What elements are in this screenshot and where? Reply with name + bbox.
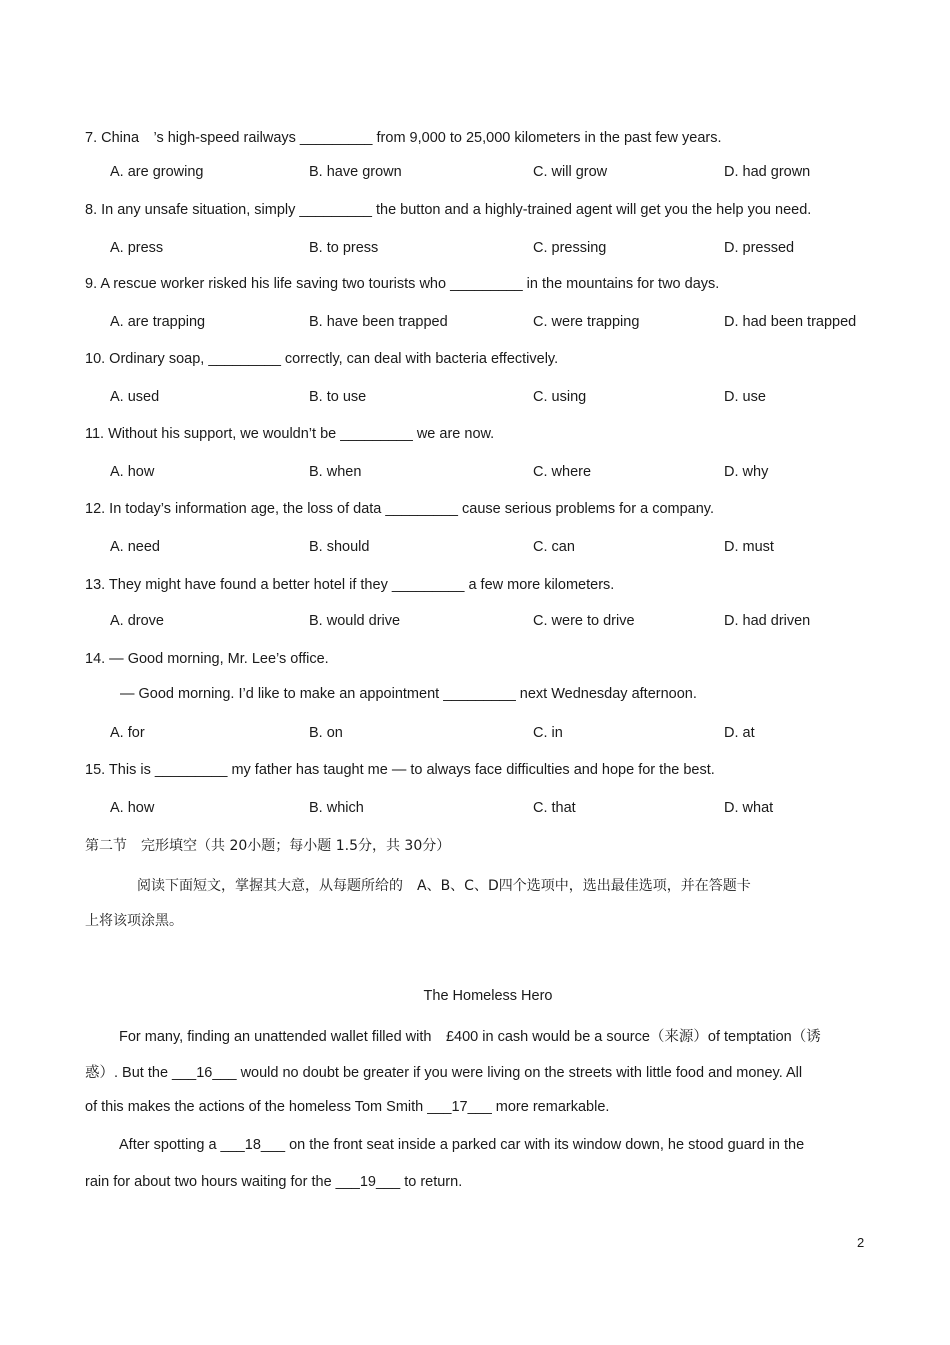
question-9-stem: 9. A rescue worker risked his life saving two tourists who _________ in the mountains for two days.: [85, 276, 720, 292]
page-number: 2: [857, 1235, 865, 1250]
question-7-option-d: D. had grown: [724, 164, 811, 180]
section-heading: 第二节 完形填空（共 20小题；每小题 1.5分，共 30分）: [85, 838, 451, 854]
question-10-option-d: D. use: [724, 389, 766, 405]
question-13-option-d: D. had driven: [724, 613, 811, 629]
question-9-option-b: B. have been trapped: [309, 314, 448, 330]
question-7-option-b: B. have grown: [309, 164, 402, 180]
question-12-option-d: D. must: [724, 539, 774, 555]
passage-line-5: rain for about two hours waiting for the ___19___ to return.: [85, 1174, 463, 1190]
question-11-option-d: D. why: [724, 464, 769, 480]
question-13-option-a: A. drove: [110, 613, 164, 629]
question-10-option-c: C. using: [533, 389, 587, 405]
section-instruction-line2: 上将该项涂黑。: [85, 913, 183, 929]
question-8-option-c: C. pressing: [533, 240, 607, 256]
question-10-option-b: B. to use: [309, 389, 367, 405]
passage-line-1: For many, finding an unattended wallet filled with £400 in cash would be a source（来源）of temptation（诱: [119, 1029, 821, 1045]
question-8-option-b: B. to press: [309, 240, 379, 256]
question-11-stem: 11. Without his support, we wouldn’t be _________ we are now.: [85, 426, 495, 442]
section-instruction-line1: 阅读下面短文，掌握其大意，从每题所给的 A、B、C、D四个选项中，选出最佳选项，并在答题卡: [137, 878, 751, 894]
question-12-stem: 12. In today’s information age, the loss of data _________ cause serious problems for a company.: [85, 501, 714, 517]
question-14-option-c: C. in: [533, 725, 563, 741]
question-14-option-a: A. for: [110, 725, 145, 741]
question-14-option-b: B. on: [309, 725, 343, 741]
question-15-option-b: B. which: [309, 800, 364, 816]
question-11-option-a: A. how: [110, 464, 155, 480]
question-8-stem: 8. In any unsafe situation, simply _________ the button and a highly-trained agent will get you the help you need.: [85, 202, 812, 218]
question-12-option-c: C. can: [533, 539, 575, 555]
question-11-option-c: C. where: [533, 464, 592, 480]
question-9-option-a: A. are trapping: [110, 314, 206, 330]
question-13-option-b: B. would drive: [309, 613, 401, 629]
question-11-option-b: B. when: [309, 464, 362, 480]
question-15-option-c: C. that: [533, 800, 576, 816]
question-13-stem: 13. They might have found a better hotel if they _________ a few more kilometers.: [85, 577, 615, 593]
question-8-option-d: D. pressed: [724, 240, 795, 256]
question-15-option-d: D. what: [724, 800, 774, 816]
passage-line-3: of this makes the actions of the homeless Tom Smith ___17___ more remarkable.: [85, 1099, 610, 1115]
question-8-option-a: A. press: [110, 240, 164, 256]
question-7-stem: 7. China ’s high-speed railways _________ from 9,000 to 25,000 kilometers in the past few years.: [85, 130, 722, 146]
question-12-option-a: A. need: [110, 539, 160, 555]
question-14-stem-line2: — Good morning. I’d like to make an appointment _________ next Wednesday afternoon.: [120, 686, 697, 702]
question-15-option-a: A. how: [110, 800, 155, 816]
question-7-option-a: A. are growing: [110, 164, 204, 180]
question-14-stem: 14. — Good morning, Mr. Lee’s office.: [85, 651, 329, 667]
question-15-stem: 15. This is _________ my father has taught me — to always face difficulties and hope for the best.: [85, 762, 715, 778]
passage-line-2: 惑）. But the ___16___ would no doubt be greater if you were living on the streets with little food and money. All: [85, 1065, 803, 1081]
passage-line-4: After spotting a ___18___ on the front seat inside a parked car with its window down, he stood guard in the: [119, 1137, 805, 1153]
passage-title: The Homeless Hero: [423, 988, 553, 1004]
question-12-option-b: B. should: [309, 539, 370, 555]
question-7-option-c: C. will grow: [533, 164, 608, 180]
question-13-option-c: C. were to drive: [533, 613, 635, 629]
question-9-option-c: C. were trapping: [533, 314, 640, 330]
question-10-stem: 10. Ordinary soap, _________ correctly, can deal with bacteria effectively.: [85, 351, 559, 367]
question-14-option-d: D. at: [724, 725, 755, 741]
question-10-option-a: A. used: [110, 389, 160, 405]
question-9-option-d: D. had been trapped: [724, 314, 857, 330]
